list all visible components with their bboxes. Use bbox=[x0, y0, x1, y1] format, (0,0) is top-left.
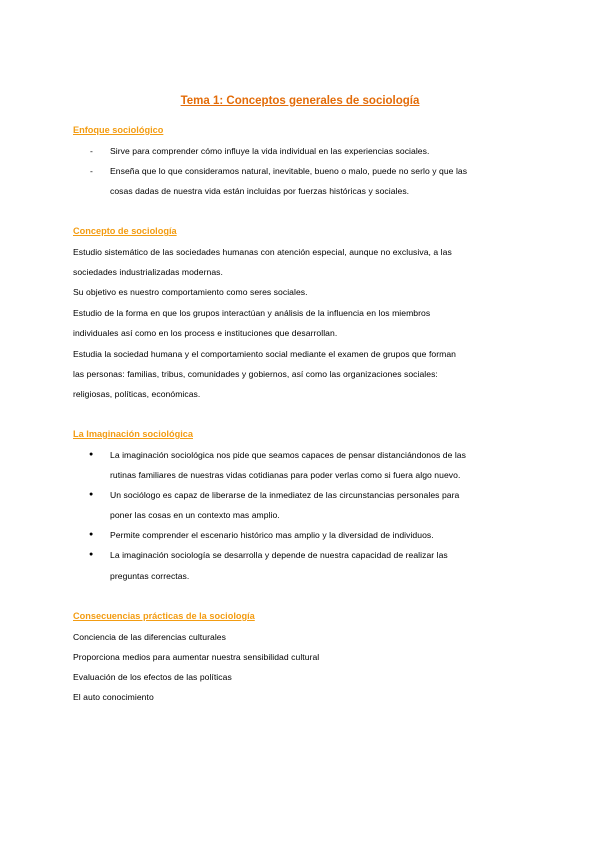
document-title: Tema 1: Conceptos generales de sociología bbox=[180, 95, 420, 107]
dash-marker: - bbox=[90, 166, 93, 176]
concepto-line-3: Su objetivo es nuestro comportamiento como seres sociales. bbox=[73, 287, 308, 297]
imaginacion-item-4-line-1: La imaginación sociología se desarrolla y depende de nuestra capacidad de realizar las bbox=[110, 550, 448, 560]
consecuencias-line-1: Conciencia de las diferencias culturales bbox=[73, 632, 226, 642]
concepto-line-1: Estudio sistemático de las sociedades humanas con atención especial, aunque no exclusiva, a las bbox=[73, 247, 452, 257]
concepto-line-8: religiosas, políticas, económicas. bbox=[73, 389, 201, 399]
imaginacion-item-2-line-1: Un sociólogo es capaz de liberarse de la inmediatez de las circunstancias personales para bbox=[110, 490, 460, 500]
enfoque-item-2-line-1: Enseña que lo que consideramos natural, inevitable, bueno o malo, puede no serlo y que las bbox=[110, 166, 468, 176]
concepto-line-2: sociedades industrializadas modernas. bbox=[73, 267, 223, 277]
consecuencias-line-4: El auto conocimiento bbox=[73, 692, 154, 702]
heading-consecuencias: Consecuencias prácticas de la sociología bbox=[73, 611, 255, 621]
concepto-line-7: las personas: familias, tribus, comunidades y gobiernos, así como las organizaciones sociales: bbox=[73, 369, 438, 379]
bullet-icon: ● bbox=[89, 551, 94, 558]
concepto-line-5: individuales así como en los process e instituciones que desarrollan. bbox=[73, 328, 338, 338]
bullet-icon: ● bbox=[89, 491, 94, 498]
heading-imaginacion: La Imaginación sociológica bbox=[73, 429, 193, 439]
consecuencias-line-2: Proporciona medios para aumentar nuestra sensibilidad cultural bbox=[73, 652, 320, 662]
imaginacion-item-2-line-2: poner las cosas en un contexto mas amplio. bbox=[110, 510, 280, 520]
heading-concepto: Concepto de sociología bbox=[73, 226, 177, 236]
imaginacion-item-1-line-2: rutinas familiares de nuestras vidas cotidianas para poder verlas como si fuera algo nuevo. bbox=[110, 470, 461, 480]
imaginacion-item-1-line-1: La imaginación sociológica nos pide que seamos capaces de pensar distanciándonos de las bbox=[110, 450, 466, 460]
concepto-line-6: Estudia la sociedad humana y el comportamiento social mediante el examen de grupos que forman bbox=[73, 349, 456, 359]
dash-marker: - bbox=[90, 146, 93, 156]
consecuencias-line-3: Evaluación de los efectos de las políticas bbox=[73, 672, 232, 682]
bullet-icon: ● bbox=[89, 531, 94, 538]
imaginacion-item-3-line-1: Permite comprender el escenario histórico mas amplio y la diversidad de individuos. bbox=[110, 530, 434, 540]
bullet-icon: ● bbox=[89, 451, 94, 458]
heading-enfoque: Enfoque sociológico bbox=[73, 125, 164, 135]
imaginacion-item-4-line-2: preguntas correctas. bbox=[110, 571, 190, 581]
enfoque-item-2-line-2: cosas dadas de nuestra vida están incluidas por fuerzas históricas y sociales. bbox=[110, 186, 410, 196]
enfoque-item-1-line-1: Sirve para comprender cómo influye la vida individual en las experiencias sociales. bbox=[110, 146, 430, 156]
concepto-line-4: Estudio de la forma en que los grupos interactúan y análisis de la influencia en los miembros bbox=[73, 308, 431, 318]
